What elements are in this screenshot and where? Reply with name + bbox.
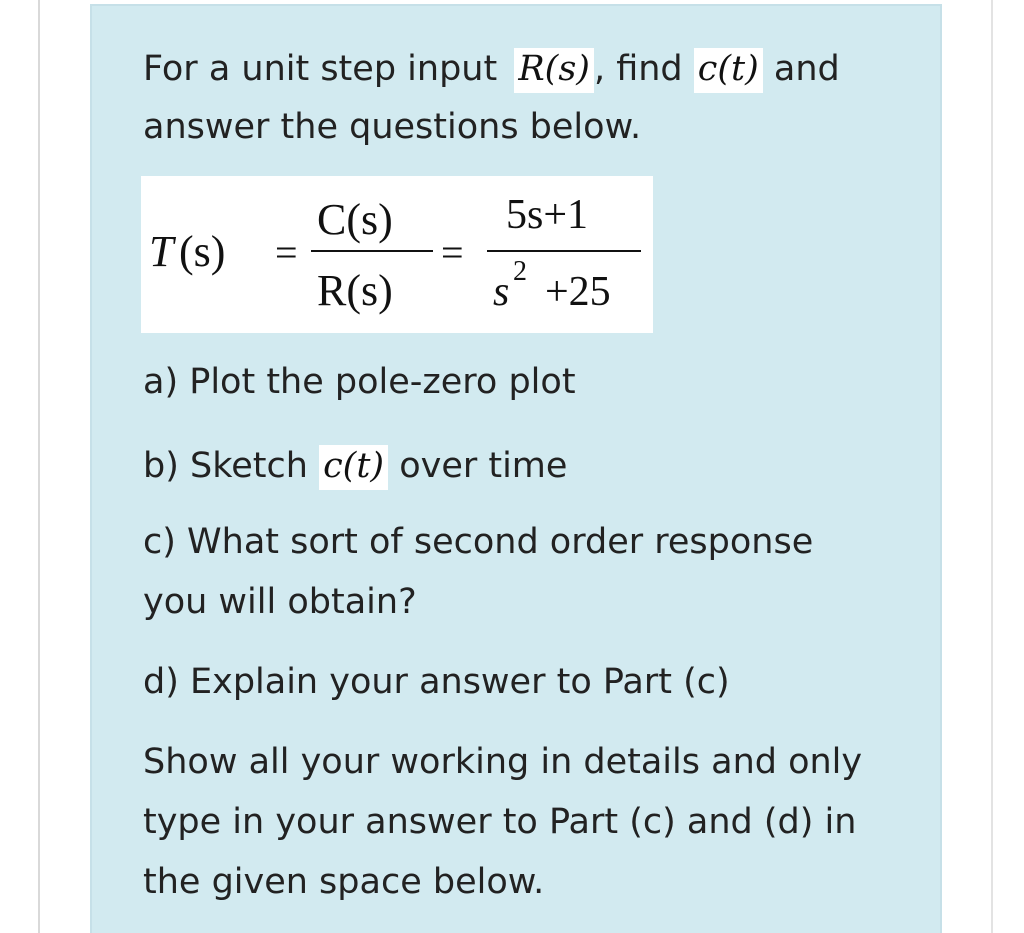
left-frame-border	[38, 0, 40, 933]
question-c-line-1: c) What sort of second order response	[143, 522, 814, 562]
question-b-post: over time	[399, 446, 568, 486]
eq-numerator-2: 5s+1	[506, 192, 589, 238]
eq-lhs: T	[149, 227, 174, 276]
equation-svg	[141, 176, 653, 333]
r-s-text: R(s)	[518, 49, 590, 89]
c-t-math	[694, 48, 763, 93]
eq-numerator-1: C(s)	[317, 195, 393, 244]
question-b-pre: b) Sketch	[143, 446, 308, 486]
intro-line-1	[143, 48, 840, 93]
instruction-line-1: Show all your working in details and only	[143, 742, 863, 782]
question-d: d) Explain your answer to Part (c)	[143, 662, 730, 702]
intro-text-1: For a unit step input	[143, 49, 498, 89]
right-frame-border	[991, 0, 993, 933]
c-t-text: c(t)	[697, 49, 759, 89]
intro-line-2: answer the questions below.	[143, 107, 642, 147]
eq-equals-1: =	[275, 230, 298, 275]
eq-lhs-arg: (s)	[179, 227, 226, 276]
eq-equals-2: =	[441, 230, 464, 275]
transfer-function-equation	[141, 176, 653, 333]
question-b-math	[319, 445, 388, 490]
question-c-line-2: you will obtain?	[143, 582, 417, 622]
intro-text-2: , find	[593, 49, 683, 89]
intro-text-3: and	[773, 49, 840, 89]
question-b-math-text: c(t)	[323, 446, 385, 486]
eq-denominator-1: R(s)	[317, 266, 393, 315]
question-b	[143, 445, 567, 490]
eq-den2-exponent: 2	[513, 256, 527, 287]
question-a: a) Plot the pole-zero plot	[143, 362, 576, 402]
r-s-math	[514, 48, 594, 93]
instruction-line-2: type in your answer to Part (c) and (d) in	[143, 802, 857, 842]
instruction-line-3: the given space below.	[143, 862, 545, 902]
eq-den2-rest: +25	[545, 269, 611, 315]
eq-den2-base: s	[493, 269, 510, 315]
